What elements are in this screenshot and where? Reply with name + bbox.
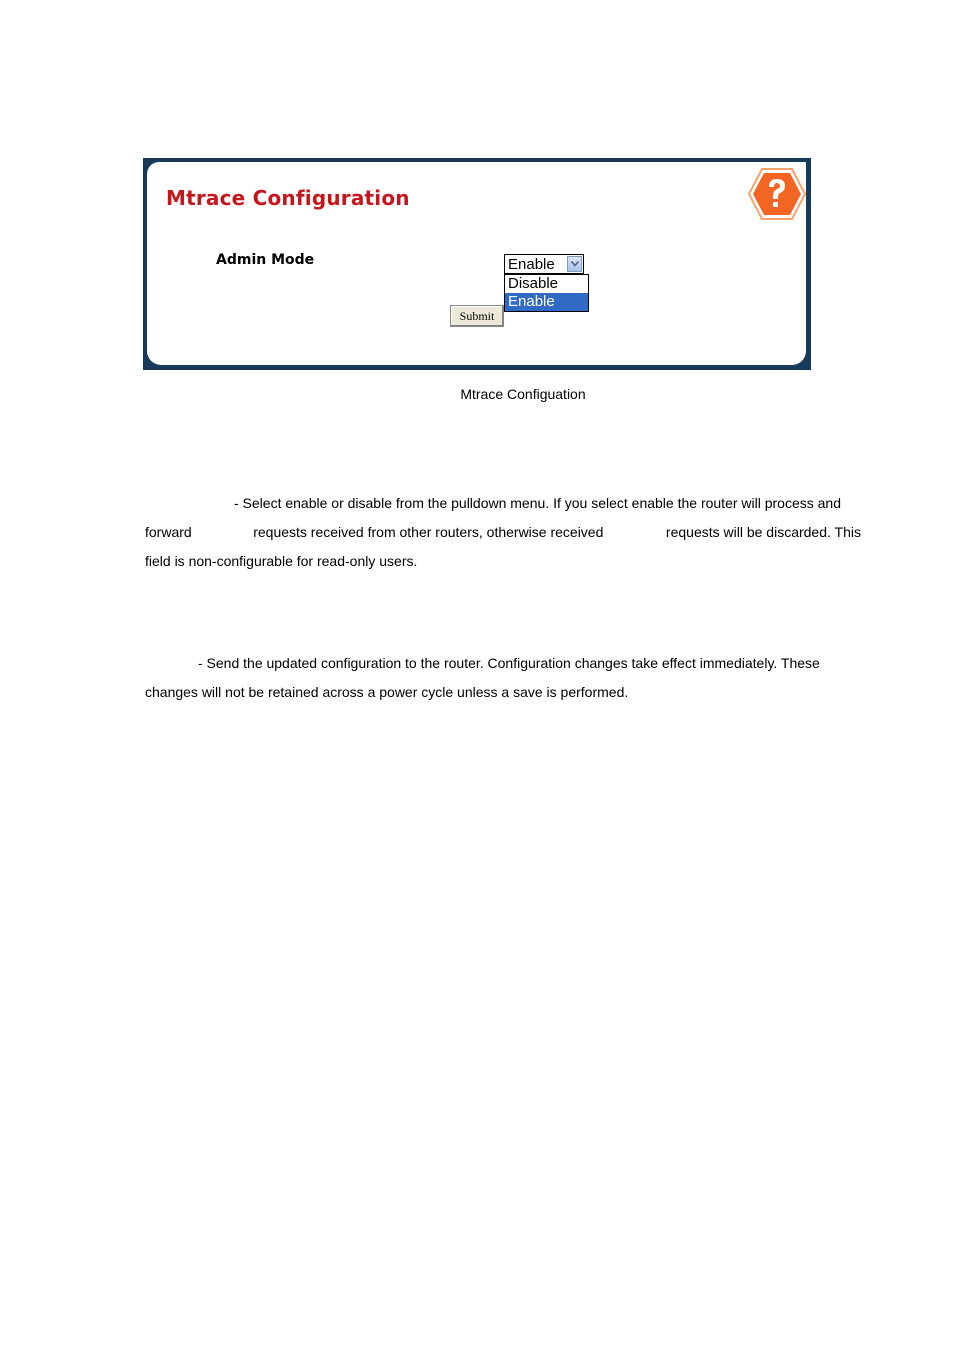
desc-fragment: requests will be discarded. This: [665, 524, 861, 540]
desc-line: [145, 518, 861, 547]
submit-button[interactable]: Submit: [450, 305, 504, 327]
desc-line: - Select enable or disable from the pulldown menu. If you select enable the router will process and: [234, 495, 842, 511]
desc-fragment: requests received from other routers, otherwise received: [253, 524, 604, 540]
submit-description: [145, 649, 861, 707]
figure-caption: [0, 386, 954, 402]
caption-text: Mtrace Configuation: [460, 386, 586, 402]
admin-mode-description: [145, 489, 861, 576]
desc-fragment: forward: [145, 524, 192, 540]
option-disable[interactable]: Disable: [508, 275, 559, 292]
select-value: Enable: [508, 256, 555, 273]
admin-mode-label: Admin Mode: [216, 252, 315, 268]
admin-mode-select[interactable]: [504, 254, 584, 274]
admin-mode-dropdown: [504, 274, 589, 312]
screenshot-frame: [143, 158, 811, 370]
config-panel: [147, 162, 806, 365]
desc-line: changes will not be retained across a power cycle unless a save is performed.: [145, 684, 629, 700]
desc-line: - Send the updated configuration to the router. Configuration changes take effect immediately. These: [198, 655, 820, 671]
option-enable[interactable]: Enable: [505, 293, 588, 311]
page-title: Mtrace Configuration: [166, 186, 410, 210]
chevron-down-icon[interactable]: [567, 256, 582, 272]
desc-line: field is non-configurable for read-only users.: [145, 553, 418, 569]
question-mark-icon[interactable]: [747, 167, 807, 221]
